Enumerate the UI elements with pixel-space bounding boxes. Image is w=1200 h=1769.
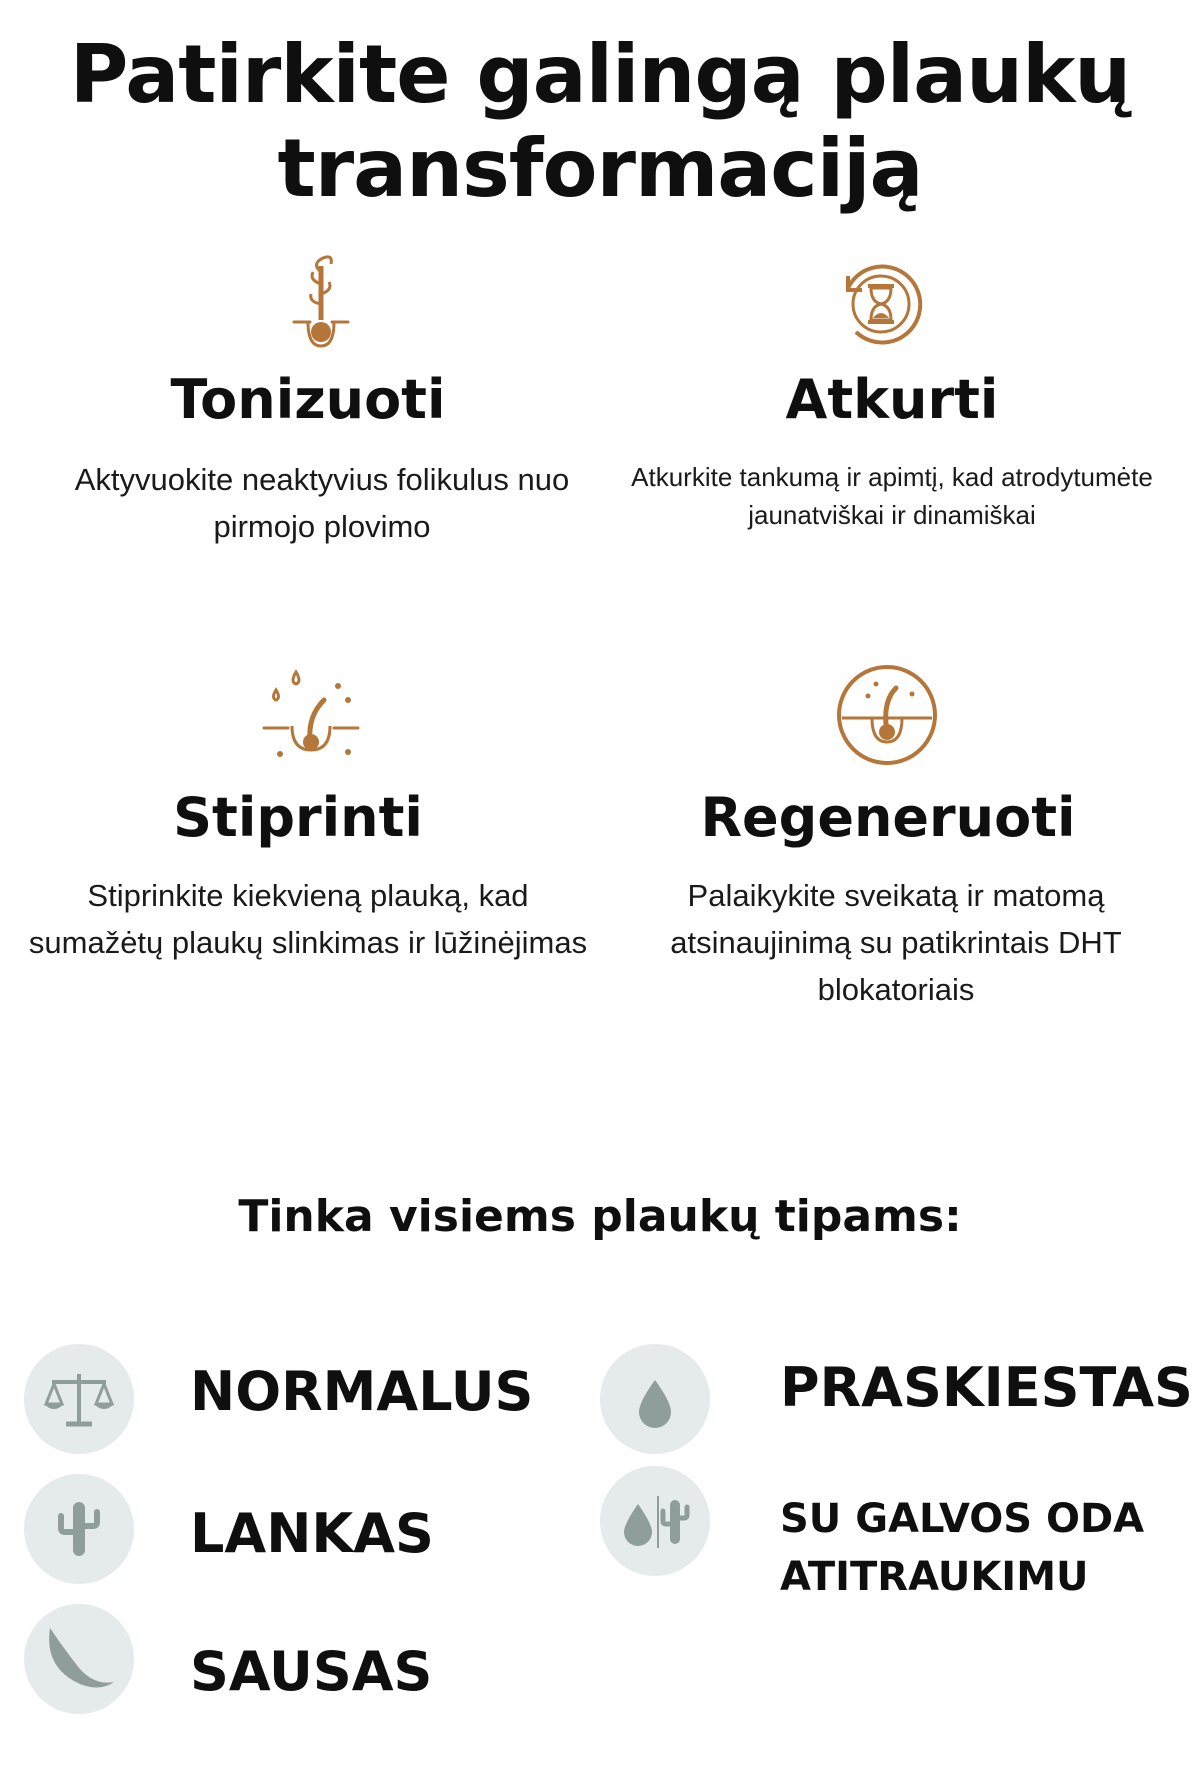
follicle-circle-icon <box>832 660 942 770</box>
feature-description: Palaikykite sveikatą ir matomą atsinaujinimą su patikrintais DHT blokatoriais <box>670 878 1122 1007</box>
feature-description: Stiprinkite kiekvieną plauką, kad sumažėtų plaukų slinkimas ir lūžinėjimas <box>28 878 588 960</box>
feature-title: Regeneruoti <box>700 786 1076 849</box>
feature-description: Aktyvuokite neaktyvius folikulus nuo pirmojo plovimo <box>74 462 570 544</box>
follicle-drops-icon <box>256 660 366 770</box>
feature-title: Atkurti <box>785 368 999 431</box>
balance-scale-icon <box>24 1344 134 1454</box>
hair-type-label: PRASKIESTAS <box>780 1356 1193 1419</box>
hair-type-label: SU GALVOS ODA ATITRAUKIMU <box>780 1496 1145 1600</box>
drop-cactus-icon <box>600 1466 710 1576</box>
feature-description: Atkurkite tankumą ir apimtį, kad atrodytumėte jaunatviškai ir dinamiškai <box>631 462 1153 530</box>
page-title: Patirkite galingą plaukų transformaciją <box>69 28 1131 215</box>
hair-type-label: SAUSAS <box>190 1640 433 1703</box>
water-drop-icon <box>600 1344 710 1454</box>
hair-type-label: NORMALUS <box>190 1360 534 1423</box>
feature-title: Stiprinti <box>173 786 423 849</box>
hair-type-label: LANKAS <box>190 1502 434 1565</box>
hair-growth-icon <box>266 248 376 358</box>
leaf-icon <box>24 1604 134 1714</box>
hair-types-title: Tinka visiems plaukų tipams: <box>238 1191 962 1242</box>
cactus-icon <box>24 1474 134 1584</box>
feature-title: Tonizuoti <box>170 368 446 431</box>
hourglass-restore-icon <box>826 248 936 358</box>
